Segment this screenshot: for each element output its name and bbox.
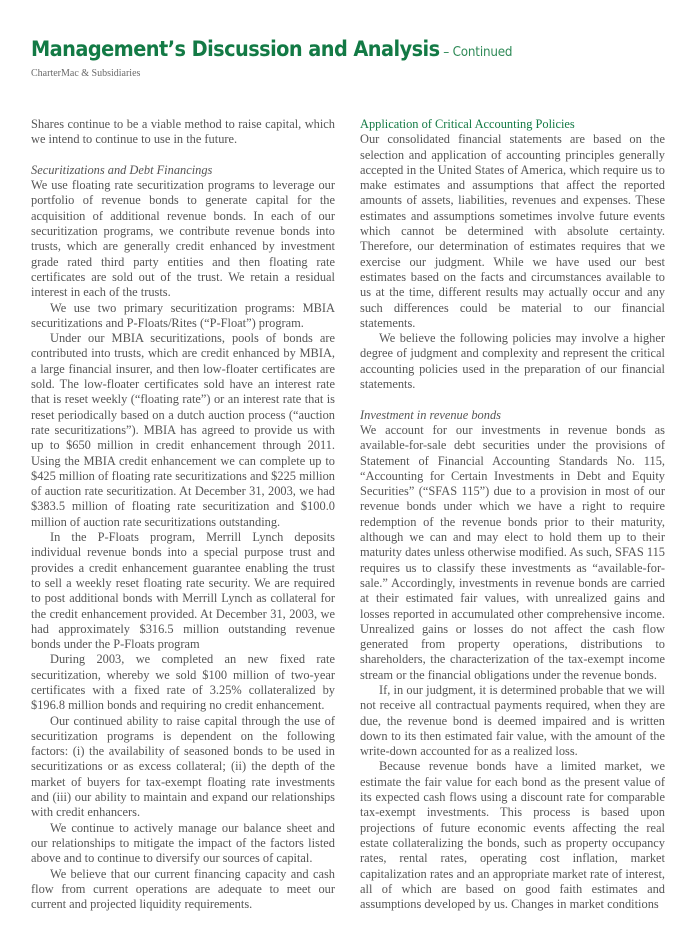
body-paragraph: In the P-Floats program, Merrill Lynch deposits individual revenue bonds into a special purpose trust and provides a credit enhancement guarantee enabling the trust to sell a weekly reset floating rate security. We are required to post additional bonds with Merrill Lynch as collateral for the credit enhancement provided. At December 31, 2003, we had approximately $316.5 million outstanding revenue bonds under the P-Floats program — [31, 530, 335, 652]
spacer — [360, 392, 665, 407]
body-paragraph: Our continued ability to raise capital through the use of securitization programs is dependent on the following factors: (i) the availability of seasoned bonds to be used in securitizations or as excess collateral; (ii) the depth of the market of buyers for tax-exempt floating rate investments and (iii) our ability to maintain and expand our relationships with credit enhancers. — [31, 713, 335, 820]
body-paragraph: Because revenue bonds have a limited market, we estimate the fair value for each bond as the present value of its expected cash flows using a discount rate for comparable tax-exempt investments. This process is based upon projections of future economic events affecting the real estate collateralizing the bonds, such as property occupancy rates, rental rates, operating cost inflation, market capitalization rates and an appropriate market rate of interest, all of which are based on good faith estimates and assumptions developed by us. Changes in market conditions — [360, 759, 665, 912]
body-paragraph: We believe that our current financing capacity and cash flow from current operations are adequate to meet our current and projected liquidity requirements. — [31, 866, 335, 912]
left-column — [31, 117, 335, 912]
body-paragraph: We believe the following policies may involve a higher degree of judgment and complexity and represent the critical accounting policies used in the preparation of our financial statements. — [360, 331, 665, 392]
page-title-suffix: – Continued — [439, 45, 513, 60]
body-paragraph: We account for our investments in revenue bonds as available-for-sale debt securities under the provisions of Statement of Financial Accounting Standards No. 115, “Accounting for Certain Investments in Debt and Equity Securities” (“SFAS 115”) due to a provision in most of our revenue bonds under which we have a right to require redemption of the revenue bonds prior to their maturity, although we can and may elect to hold them up to their maturity dates unless otherwise modified. As such, SFAS 115 requires us to classify these investments as “available-for-sale.” Accordingly, investments in revenue bonds are carried at their estimated fair values, with unrealized gains and losses reported in accumulated other comprehensive income. Unrealized gains or losses do not affect the cash flow generated from property operations, distributions to shareholders, the characterization of the tax-exempt income stream or the financial obligations under the revenue bonds. — [360, 422, 665, 682]
body-paragraph: If, in our judgment, it is determined probable that we will not receive all contractual payments required, when they are due, the revenue bond is deemed impaired and is written down to its then estimated fair value, with the amount of the write-down accounted for as a realized loss. — [360, 682, 665, 759]
page-subtitle: CharterMac & Subsidiaries — [31, 68, 141, 79]
subsection-heading-revenue-bonds: Investment in revenue bonds — [360, 407, 501, 422]
page-title-main: Management’s Discussion and Analysis — [31, 37, 440, 61]
right-column — [360, 117, 665, 912]
body-paragraph: We use two primary securitization programs: MBIA securitizations and P-Floats/Rites (“P-Float”) program. — [31, 300, 335, 330]
section-heading-securitizations: Securitizations and Debt Financings — [31, 162, 213, 177]
body-paragraph: Under our MBIA securitizations, pools of bonds are contributed into trusts, which are credit enhanced by MBIA, a large financial insurer, and then low-floater certificates are sold. The low-floater certificates sold have an interest rate that is reset weekly (“floating rate”) or an interest rate that is reset periodically based on a dutch auction process (“auction rate securitizations”). MBIA has agreed to provide us with up to $650 million in credit enhancement through 2011. Using the MBIA credit enhancement we can complete up to $425 million of floating rate securitizations and $225 million of auction rate securitization. At December 31, 2003, we had $383.5 million of floating rate securitization and $100.0 million of auction rate securitizations outstanding. — [31, 331, 335, 529]
page-header — [31, 36, 554, 79]
body-paragraph: We continue to actively manage our balance sheet and our relationships to mitigate the impact of the factors listed above and to continue to diversify our sources of capital. — [31, 820, 335, 866]
body-paragraph: During 2003, we completed an new fixed rate securitization, whereby we sold $100 million of two-year certificates with a fixed rate of 3.25% collateralized by $196.8 million bonds and requiring no credit enhancement. — [31, 652, 335, 713]
intro-paragraph: Shares continue to be a viable method to raise capital, which we intend to continue to use in the future. — [31, 117, 335, 147]
section-heading-critical-policies: Application of Critical Accounting Policies — [360, 117, 575, 131]
page-title — [31, 36, 512, 66]
body-paragraph: We use floating rate securitization programs to leverage our portfolio of revenue bonds to generate capital for the acquisition of additional revenue bonds. In each of our securitization programs, we contribute revenue bonds into trusts, which are generally credit enhanced by investment grade rated third party entities and then floating rate certificates are sold out of the trust. We retain a residual interest in each of the trusts. — [31, 178, 335, 300]
body-paragraph: Our consolidated financial statements are based on the selection and application of accounting principles generally accepted in the United States of America, which require us to make estimates and assumptions that affect the reported amounts of assets, liabilities, revenues and expenses. These estimates and assumptions sometimes involve future events which cannot be determined with absolute certainty. Therefore, our determination of estimates requires that we exercise our judgment. While we have used our best estimates based on the facts and circumstances available to us at the time, different results may actually occur and any such differences could be material to our financial statements. — [360, 132, 665, 330]
spacer — [31, 148, 335, 163]
